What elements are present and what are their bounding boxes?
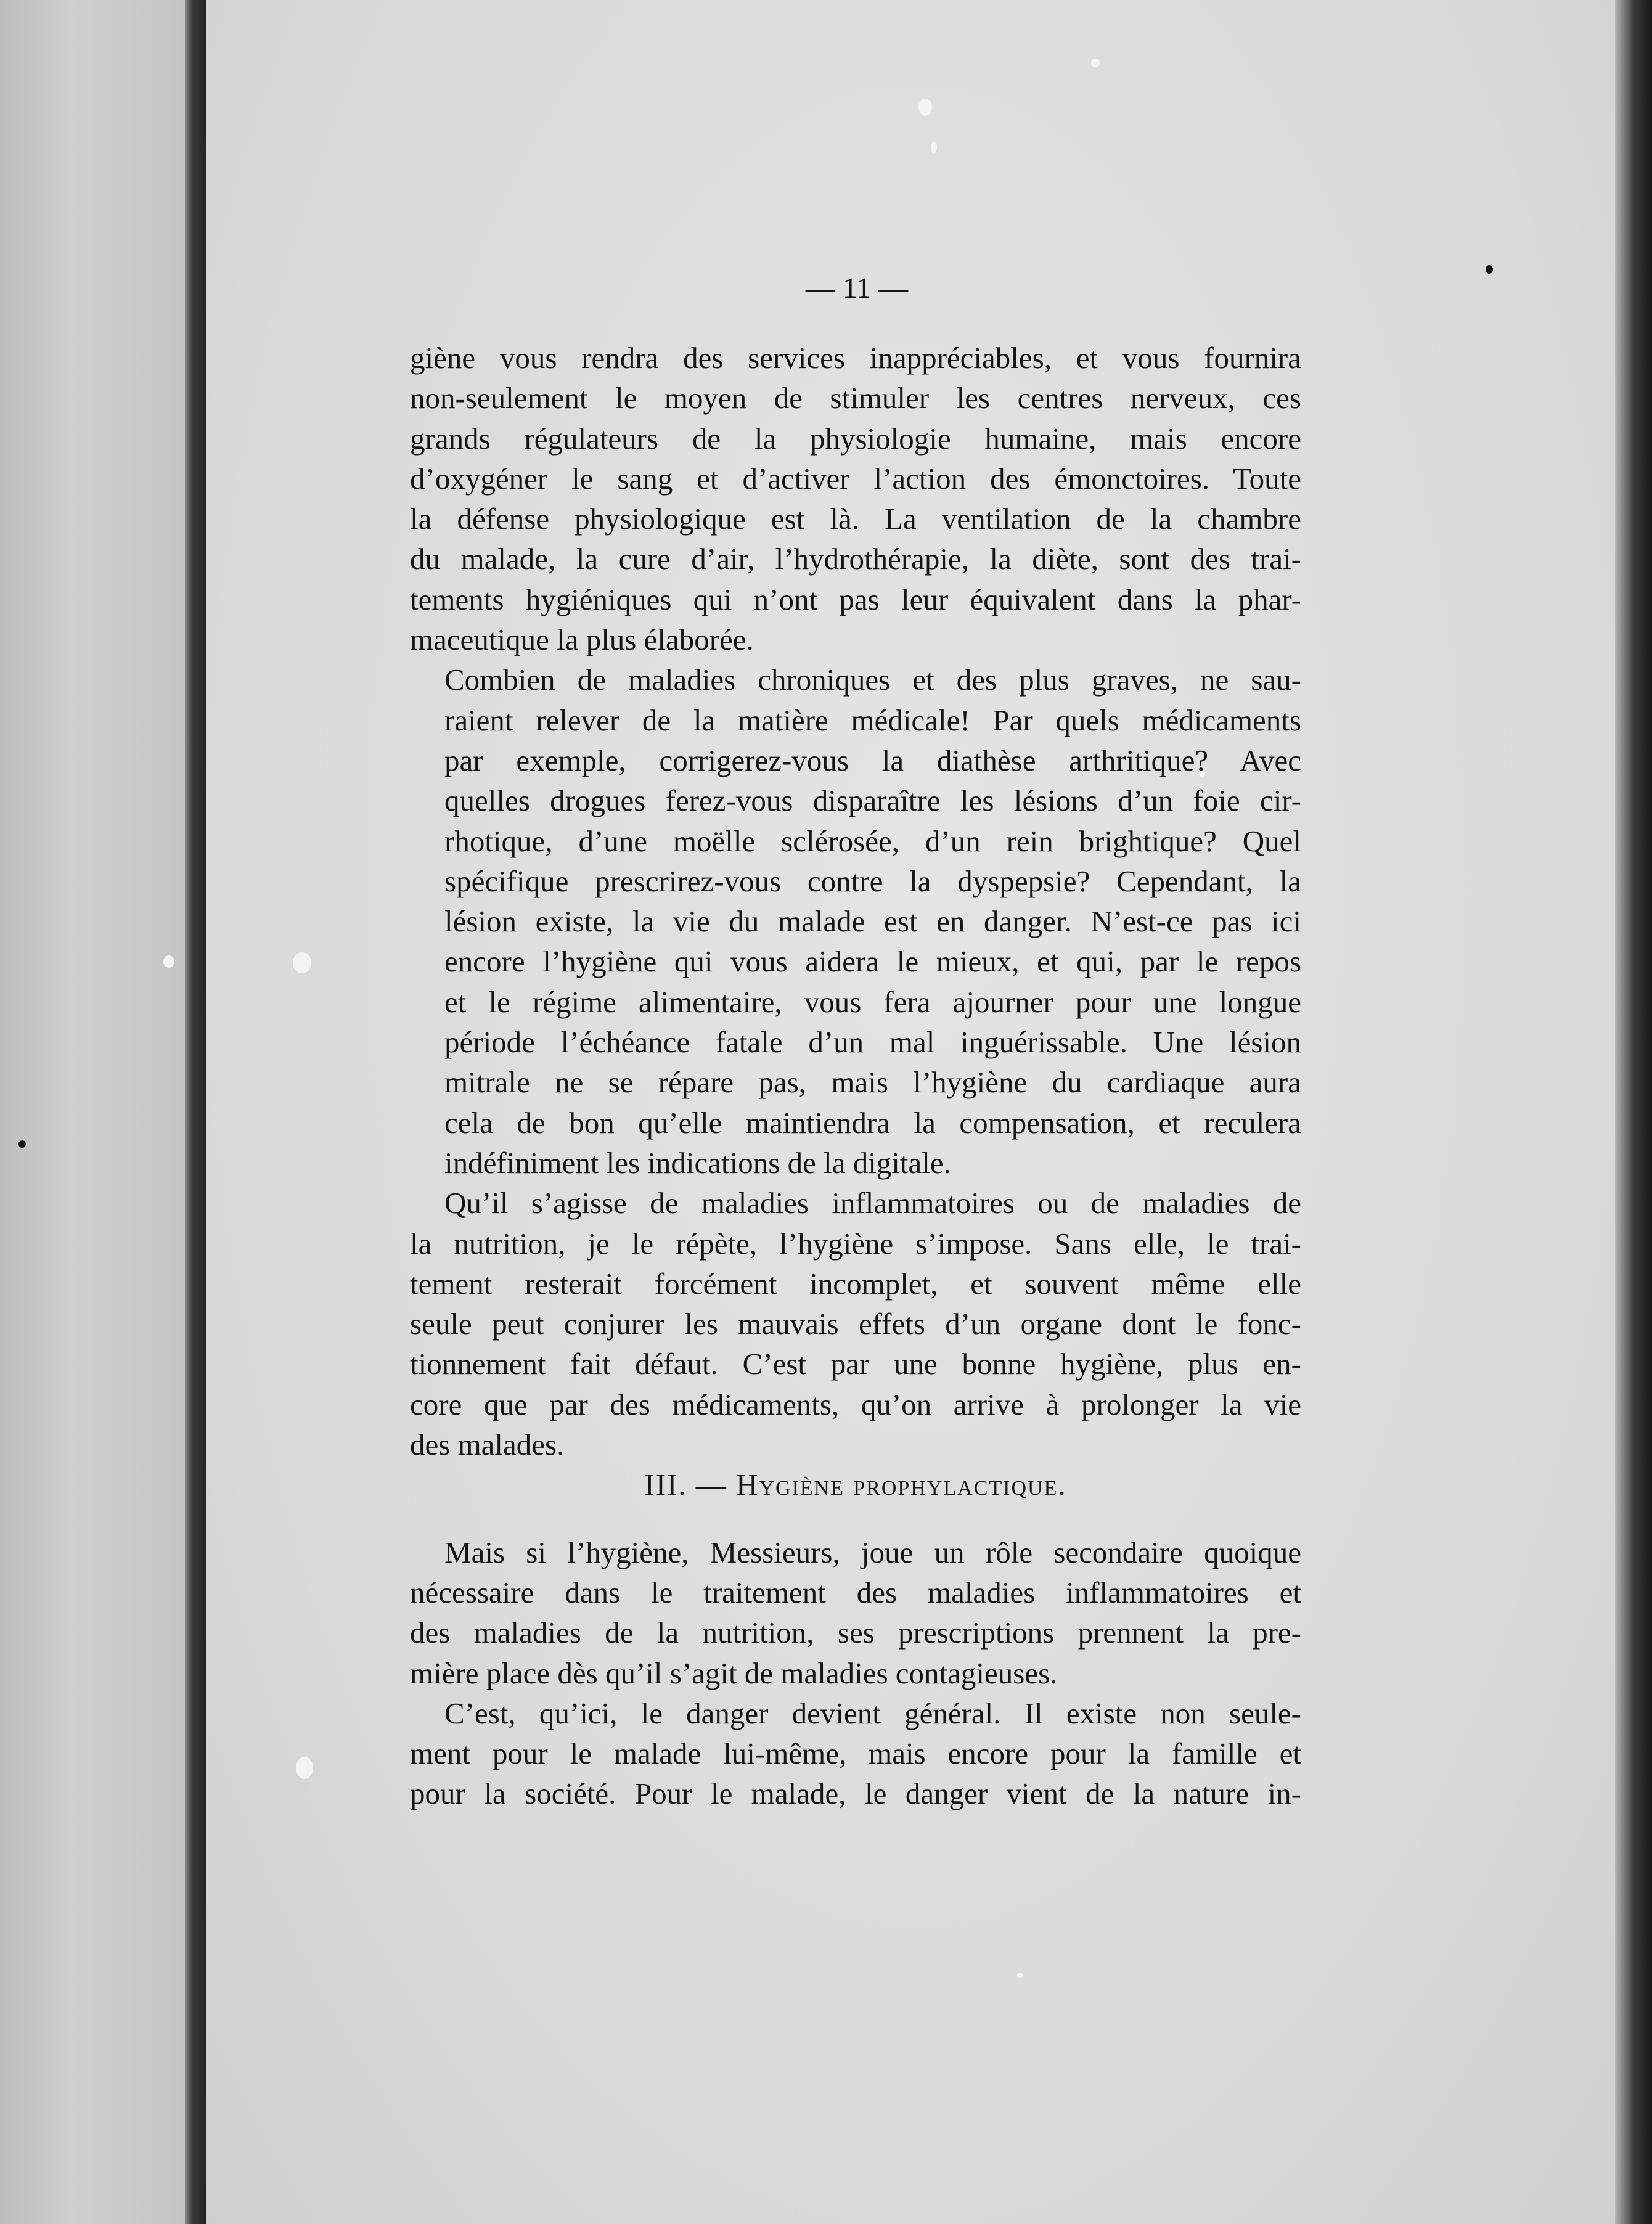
scan-speck [1017,1973,1023,1978]
text-line: la nutrition, je le répète, l’hygiène s’impose. Sans elle, le trai- [410,1226,1301,1261]
scan-speck [293,952,311,973]
text-line: encore l’hygiène qui vous aidera le mieux, et qui, par le repos [444,944,1301,979]
text-line: tionnement fait défaut. C’est par une bonne hygiène, plus en- [410,1347,1301,1381]
text-line: tement resterait forcément incomplet, et souvent même elle [410,1266,1301,1301]
scan-speck [931,142,937,153]
scan-speck [918,99,932,116]
text-line: lésion existe, la vie du malade est en danger. N’est-ce pas ici [444,904,1301,939]
page-edge-shadow [1615,0,1652,2224]
scan-speck [18,1140,26,1148]
text-line: et le régime alimentaire, vous fera ajourner pour une longue [444,984,1301,1019]
text-line: d’oxygéner le sang et d’activer l’action des émonctoires. Toute [410,461,1301,496]
scan-speck [296,1757,313,1779]
text-line: Mais si l’hygiène, Messieurs, joue un rôle secondaire quoique [444,1535,1301,1569]
scan-speck [1486,265,1493,274]
text-line: grands régulateurs de la physiologie humaine, mais encore [410,421,1301,456]
text-line: rhotique, d’une moëlle sclérosée, d’un rein brightique? Quel [444,824,1301,858]
text-line: nécessaire dans le traitement des maladies inflammatoires et [410,1575,1301,1609]
paragraph-5 [410,1693,1301,1814]
paragraph-2 [410,660,1301,1183]
text-line: giène vous rendra des services inappréciables, et vous fournira [410,341,1301,375]
text-line: seule peut conjurer les mauvais effets d’un organe dont le fonc- [410,1307,1301,1341]
paragraph-3 [410,1183,1301,1465]
text-line: maceutique la plus élaborée. [410,623,754,657]
text-line: core que par des médicaments, qu’on arrive à prolonger la vie [410,1387,1301,1421]
text-line: Combien de maladies chroniques et des plus graves, ne sau- [444,663,1301,697]
text-line: période l’échéance fatale d’un mal inguérissable. Une lésion [444,1025,1301,1060]
text-line: cela de bon qu’elle maintiendra la compensation, et reculera [444,1105,1301,1140]
text-line: ment pour le malade lui-même, mais encore pour la famille et [410,1736,1301,1771]
text-line: indéfiniment les indications de la digitale. [444,1145,951,1180]
body-text [410,338,1301,1814]
text-line: la défense physiologique est là. La ventilation de la chambre [410,502,1301,536]
text-line: mière place dès qu’il s’agit de maladies contagieuses. [410,1656,1058,1690]
text-line: des malades. [410,1428,565,1462]
text-line: pour la société. Pour le malade, le danger vient de la nature in- [410,1776,1301,1811]
text-line: par exemple, corrigerez-vous la diathèse arthritique? Avec [444,743,1301,777]
text-line: mitrale ne se répare pas, mais l’hygiène du cardiaque aura [444,1065,1301,1100]
page-number: — 11 — [805,272,909,305]
text-line: spécifique prescrirez-vous contre la dyspepsie? Cependant, la [444,864,1301,898]
text-line: Qu’il s’agisse de maladies inflammatoires ou de maladies de [444,1186,1301,1220]
paragraph-1 [410,338,1301,660]
text-line: raient relever de la matière médicale! Par quels médicaments [444,703,1301,737]
text-line: non-seulement le moyen de stimuler les centres nerveux, ces [410,381,1301,415]
section-heading: III. — Hygiène prophylactique. [644,1468,1067,1502]
paragraph-4 [410,1532,1301,1693]
text-line: tements hygiéniques qui n’ont pas leur équivalent dans la phar- [410,582,1301,616]
book-gutter-shadow [185,0,210,2224]
scan-speck [1091,59,1100,67]
facing-page-margin [0,0,185,2224]
text-line: du malade, la cure d’air, l’hydrothérapie, la diète, sont des trai- [410,542,1301,576]
text-line: des maladies de la nutrition, ses prescriptions prennent la pre- [410,1616,1301,1650]
scan-speck [163,955,174,968]
text-line: C’est, qu’ici, le danger devient général. Il existe non seule- [444,1696,1301,1730]
text-line: quelles drogues ferez-vous disparaître les lésions d’un foie cir- [444,783,1301,818]
